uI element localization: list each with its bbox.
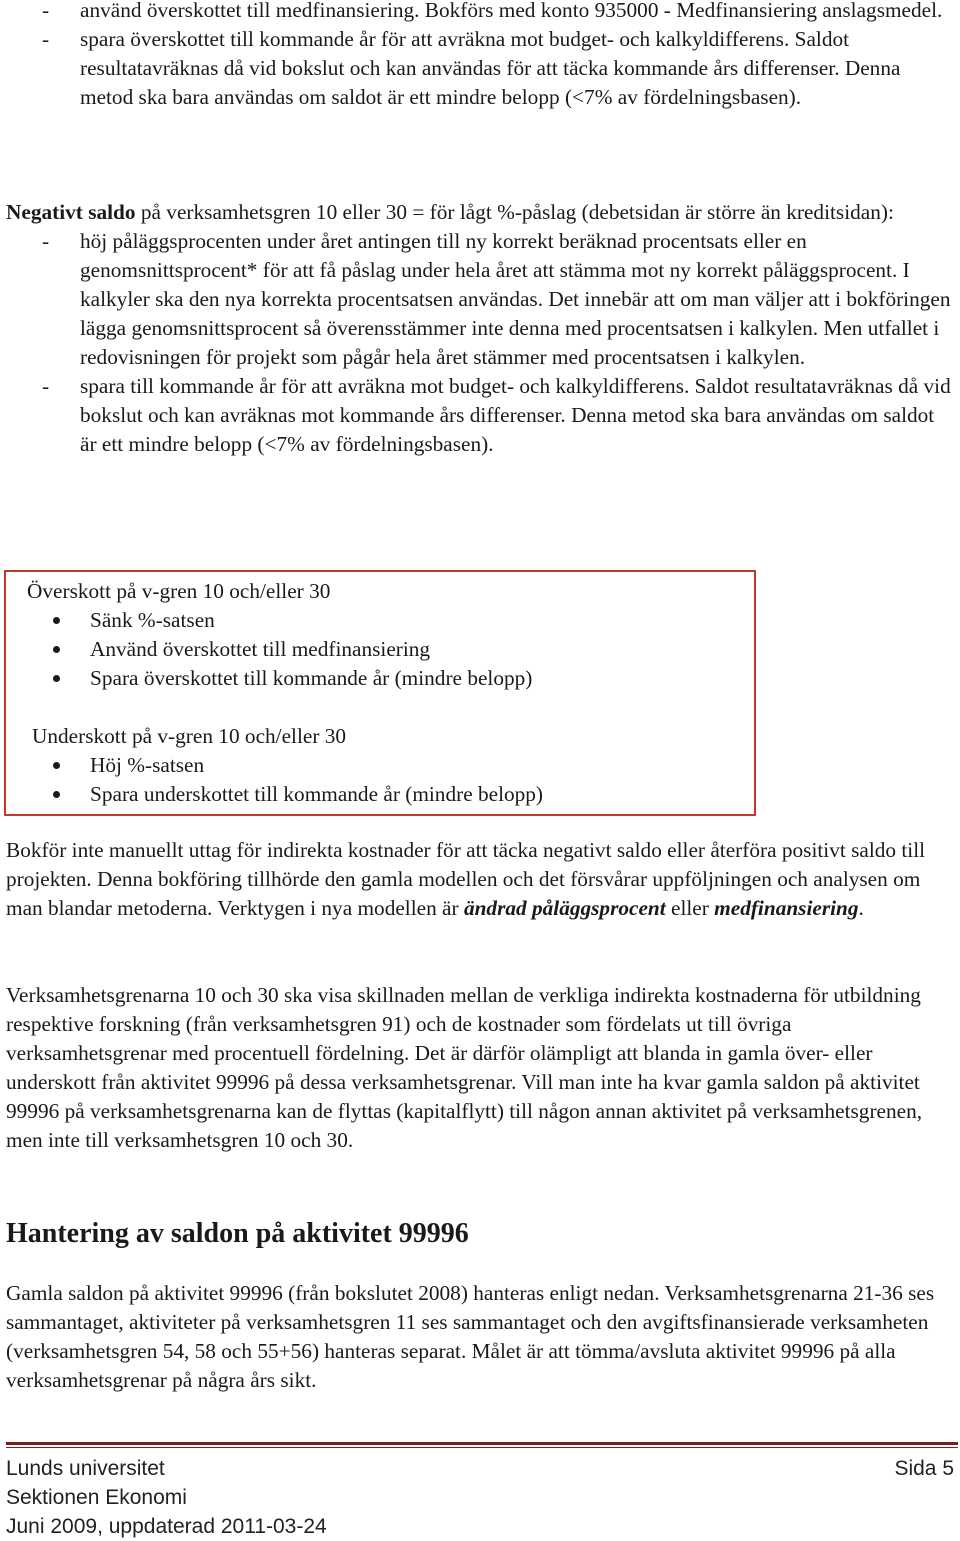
dash-marker: - xyxy=(42,0,50,22)
negative-balance-label: Negativt saldo xyxy=(6,200,136,224)
paragraph-text: . xyxy=(858,896,864,920)
dash-marker: - xyxy=(42,229,50,253)
bullet-icon xyxy=(53,762,60,769)
section-heading: Hantering av saldon på aktivitet 99996 xyxy=(6,1218,469,1249)
deficit-title: Underskott på v-gren 10 och/eller 30 xyxy=(32,724,347,748)
bullet-icon xyxy=(53,791,60,798)
list-item xyxy=(16,606,746,635)
dash-marker: - xyxy=(42,374,50,398)
list-item xyxy=(6,0,956,25)
footer-department: Sektionen Ekonomi xyxy=(6,1486,187,1509)
list-item-text: höj påläggsprocenten under året antingen till ny korrekt beräknad procentsats eller en genomsnittsprocent* för att få påslag under hela året att stämma mot ny korrekt påläggsprocent. I kalkyler ska den nya korrekta procentsatsen användas. Det innebär att om man väljer att i bokföringen lägga genomsnittsprocent så överensstämmer inte denna med procentsatsen i kalkylen. Men utfallet i redovisningen för projekt som pågår hela året stämmer med procentsatsen i kalkylen. xyxy=(80,229,951,369)
summary-box xyxy=(4,570,756,816)
paragraph-branches: Verksamhetsgrenarna 10 och 30 ska visa skillnaden mellan de verkliga indirekta kostnaderna för utbildning respektive forskning (från verksamhetsgren 91) och de kostnader som fördelats ut till övriga verksamhetsgrenar med procentuell fördelning. Det är därför olämpligt att blanda in gamla över- eller underskott från aktivitet 99996 på dessa verksamhetsgrenar. Vill man inte ha kvar gamla saldon på aktivitet 99996 på verksamhetsgrenarna kan de flyttas (kapitalflytt) till någon annan aktivitet på verksamhetsgrenen, men inte till verksamhetsgren 10 och 30. xyxy=(6,983,923,1152)
page-footer xyxy=(6,1454,956,1541)
bullet-icon xyxy=(53,617,60,624)
list-item-text: använd överskottet till medfinansiering. Bokförs med konto 935000 - Medfinansiering anslagsmedel. xyxy=(80,0,943,22)
top-dash-list xyxy=(6,0,956,112)
list-item-text: Spara underskottet till kommande år (mindre belopp) xyxy=(90,782,544,806)
negative-balance-intro xyxy=(6,198,956,227)
paragraph-text: eller xyxy=(665,896,715,920)
list-item xyxy=(6,25,956,112)
emphasis-text: ändrad påläggsprocent xyxy=(463,896,666,920)
footer-divider xyxy=(6,1447,958,1448)
footer-date: Juni 2009, uppdaterad 2011-03-24 xyxy=(6,1515,327,1538)
footer-organization: Lunds universitet xyxy=(6,1457,165,1480)
list-item-text: Använd överskottet till medfinansiering xyxy=(90,637,431,661)
negative-balance-description: på verksamhetsgren 10 eller 30 = för lågt %-påslag (debetsidan är större än kreditsidan): xyxy=(135,200,894,224)
paragraph-text: Bokför inte manuellt uttag för indirekta kostnader för att täcka negativt saldo eller återföra positivt saldo till projekten. Denna bokföring tillhörde den gamla modellen och det försvårar uppföljningen och analysen om man blandar metoderna. Verktygen i nya modellen är xyxy=(6,838,926,920)
list-item xyxy=(6,227,956,372)
list-item-text: spara till kommande år för att avräkna mot budget- och kalkyldifferens. Saldot resultatavräknas då vid bokslut och kan avräknas mot kommande års differenser. Denna metod ska bara användas om saldot är ett mindre belopp (<7% av fördelningsbasen). xyxy=(80,374,951,456)
list-item-text: Höj %-satsen xyxy=(90,753,205,777)
list-item xyxy=(16,780,746,809)
emphasis-text: medfinansiering xyxy=(714,896,859,920)
list-item xyxy=(16,664,746,693)
list-item-text: Sänk %-satsen xyxy=(90,608,215,632)
bullet-icon xyxy=(53,646,60,653)
list-item-text: spara överskottet till kommande år för att avräkna mot budget- och kalkyldifferens. Saldot resultatavräknas då vid bokslut och kan användas för att täcka kommande års differenser. Denna metod ska bara användas om saldot är ett mindre belopp (<7% av fördelningsbasen). xyxy=(80,27,901,109)
dash-marker: - xyxy=(42,27,50,51)
page-number: Sida 5 xyxy=(894,1457,954,1480)
footer-divider xyxy=(6,1442,958,1445)
list-item xyxy=(6,372,956,459)
list-item xyxy=(16,635,746,664)
list-item-text: Spara överskottet till kommande år (mindre belopp) xyxy=(90,666,533,690)
surplus-title: Överskott på v-gren 10 och/eller 30 xyxy=(27,579,331,603)
negative-balance-section xyxy=(6,198,956,459)
paragraph-old-balances: Gamla saldon på aktivitet 99996 (från bokslutet 2008) hanteras enligt nedan. Verksamhetsgrenarna 21-36 ses sammantaget, aktiviteter på verksamhetsgren 11 ses sammantaget och den avgiftsfinansierade verksamheten (verksamhetsgren 54, 58 och 55+56) hanteras separat. Målet är att tömma/avsluta aktivitet 99996 på alla verksamhetsgrenar på några års sikt. xyxy=(6,1281,935,1392)
bullet-icon xyxy=(53,675,60,682)
paragraph-bookkeeping xyxy=(6,836,956,923)
list-item xyxy=(16,751,746,780)
